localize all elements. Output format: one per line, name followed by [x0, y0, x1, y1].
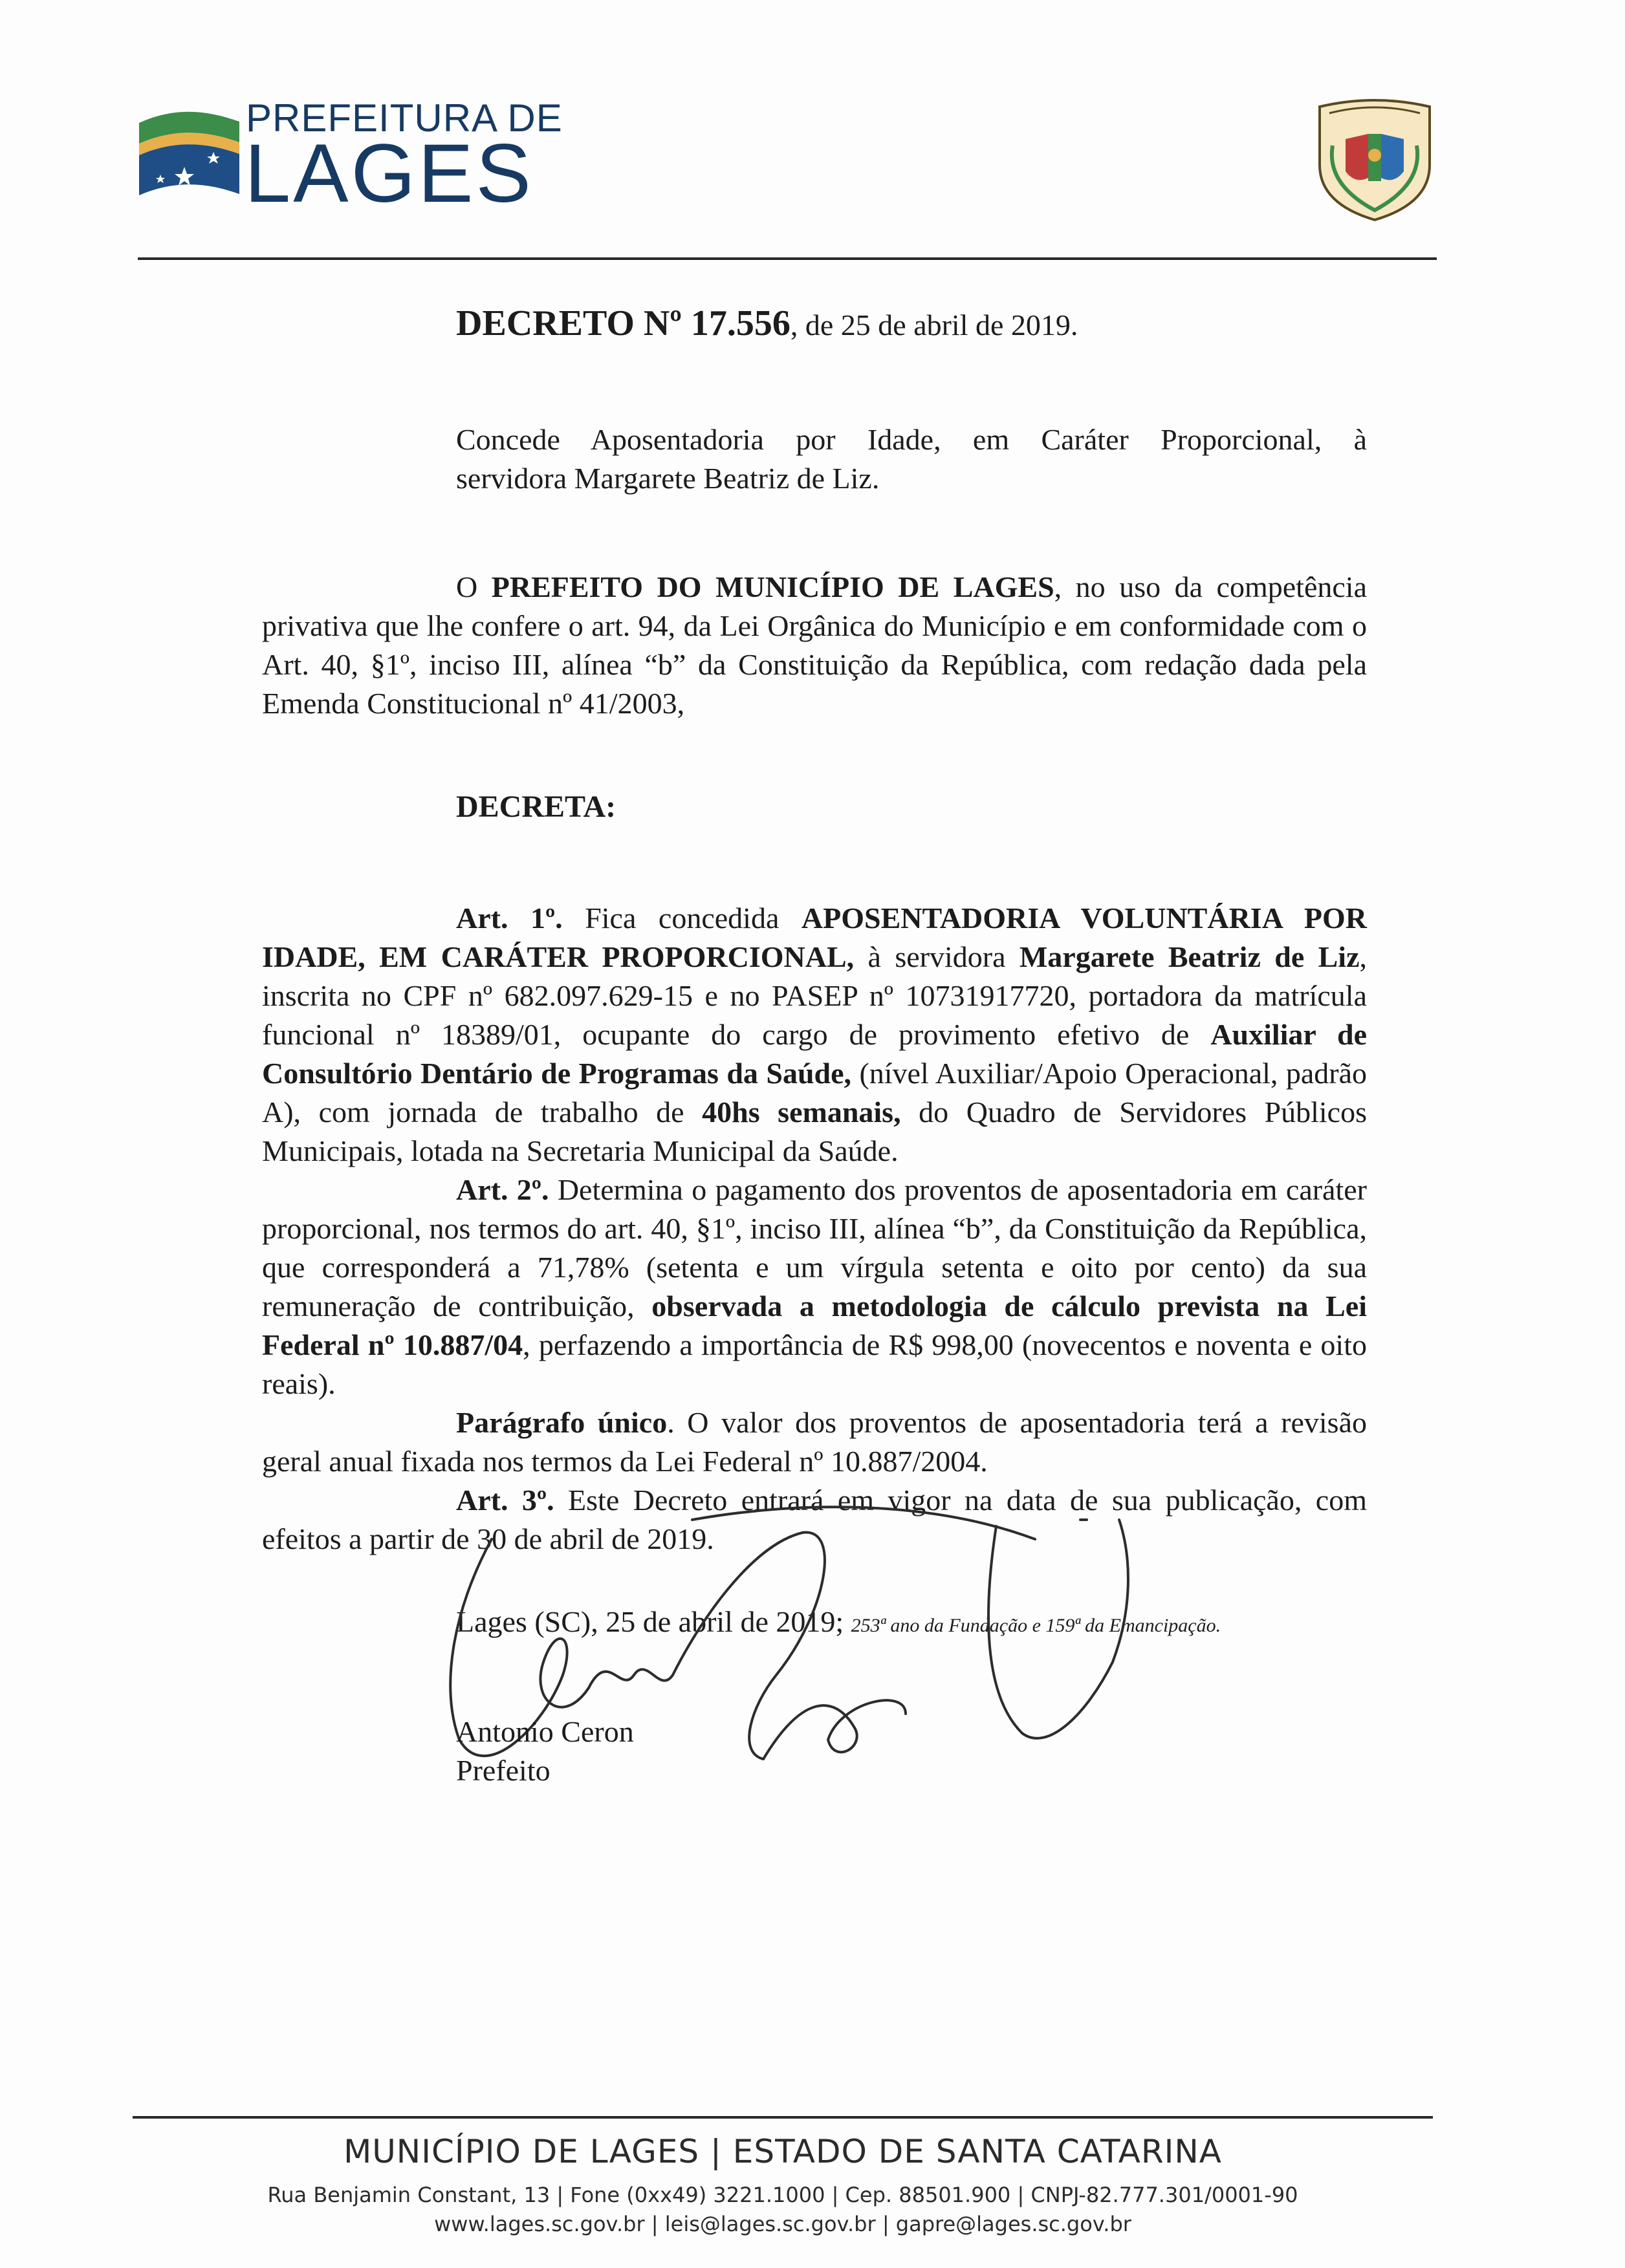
job-title: Auxiliar de Consultório Dentário de Programas da Saúde,	[262, 1018, 1367, 1090]
foundation-note: 253ª ano da Fundação e 159ª da Emancipação.	[851, 1615, 1221, 1636]
sole-paragraph: Parágrafo único. O valor dos proventos de aposentadoria terá a revisão geral anual fixada nos termos da Lei Federal nº 10.887/2004.	[262, 1406, 1367, 1478]
footer-divider	[133, 2116, 1433, 2119]
logo-title-main: LAGES	[245, 127, 534, 220]
article-2: Art. 2º. Determina o pagamento dos proventos de aposentadoria em caráter proporcional, nos termos do art. 40, §1º, inciso III, alínea “b”, da Constituição da República, que corresponderá a 71,78% (setenta e um vírgula setenta e oito por cento) da sua remuneração de contribuição, observada a metodologia de cálculo prevista na Lei Federal nº 10.887/04, perfazendo a importância de R$ 998,00 (novecentos e noventa e oito reais).	[262, 1173, 1367, 1400]
place-and-date: Lages (SC), 25 de abril de 2019; 253ª ano da Fundação e 159ª da Emancipação.	[456, 1605, 1221, 1638]
footer-contacts: www.lages.sc.gov.br | leis@lages.sc.gov.br | gapre@lages.sc.gov.br	[434, 2212, 1131, 2236]
article-3: Art. 3º. Este Decreto entrará em vigor na data de sua publicação, com efeitos a partir de 30 de abril de 2019.	[262, 1484, 1367, 1555]
decree-summary	[456, 420, 1367, 498]
decree-number: DECRETO Nº 17.556	[456, 303, 791, 343]
article-1: Art. 1º. Fica concedida APOSENTADORIA VOLUNTÁRIA POR IDADE, EM CARÁTER PROPORCIONAL, à servidora Margarete Beatriz de Liz, inscrita no CPF nº 682.097.629-15 e no PASEP nº 10731917720, portadora da matrícula funcional nº 18389/01, ocupante do cargo de provimento efetivo de Auxiliar de Consultório Dentário de Programas da Saúde, (nível Auxiliar/Apoio Operacional, padrão A), com jornada de trabalho de 40hs semanais, do Quadro de Servidores Públicos Municipais, lotada na Secretaria Municipal da Saúde.	[262, 902, 1368, 1167]
municipal-coat-of-arms	[1307, 94, 1443, 223]
summary-line-1: Concede Aposentadoria por Idade, em Caráter Proporcional, à	[456, 423, 1367, 456]
decree-articles	[262, 899, 1367, 1559]
mayor-title: Prefeito	[456, 1754, 551, 1787]
logo-title-top: PREFEITURA DE	[246, 96, 563, 140]
footer-entity: MUNICÍPIO DE LAGES | ESTADO DE SANTA CATARINA	[344, 2133, 1222, 2170]
preamble-paragraph: O PREFEITO DO MUNICÍPIO DE LAGES, no uso da competência privativa que lhe confere o art. 94, da Lei Orgânica do Município e em conformidade com o Art. 40, §1º, inciso III, alínea “b” da Constituição da República, com redação dada pela Emenda Constitucional nº 41/2003,	[262, 570, 1367, 720]
mayor-name: Antonio Ceron	[456, 1715, 634, 1748]
decree-title	[456, 303, 1078, 344]
decree-preamble	[262, 568, 1367, 723]
decreta-heading: DECRETA:	[456, 790, 616, 824]
header-divider	[138, 257, 1437, 260]
authority-name: PREFEITO DO MUNICÍPIO DE LAGES	[491, 570, 1054, 603]
footer-address: Rua Benjamin Constant, 13 | Fone (0xx49) 3221.1000 | Cep. 88501.900 | CNPJ-82.777.301/0001-90	[267, 2183, 1298, 2207]
servant-name: Margarete Beatriz de Liz	[1019, 940, 1360, 973]
decree-date: , de 25 de abril de 2019.	[790, 308, 1078, 341]
summary-line-2: servidora Margarete Beatriz de Liz.	[456, 462, 880, 495]
